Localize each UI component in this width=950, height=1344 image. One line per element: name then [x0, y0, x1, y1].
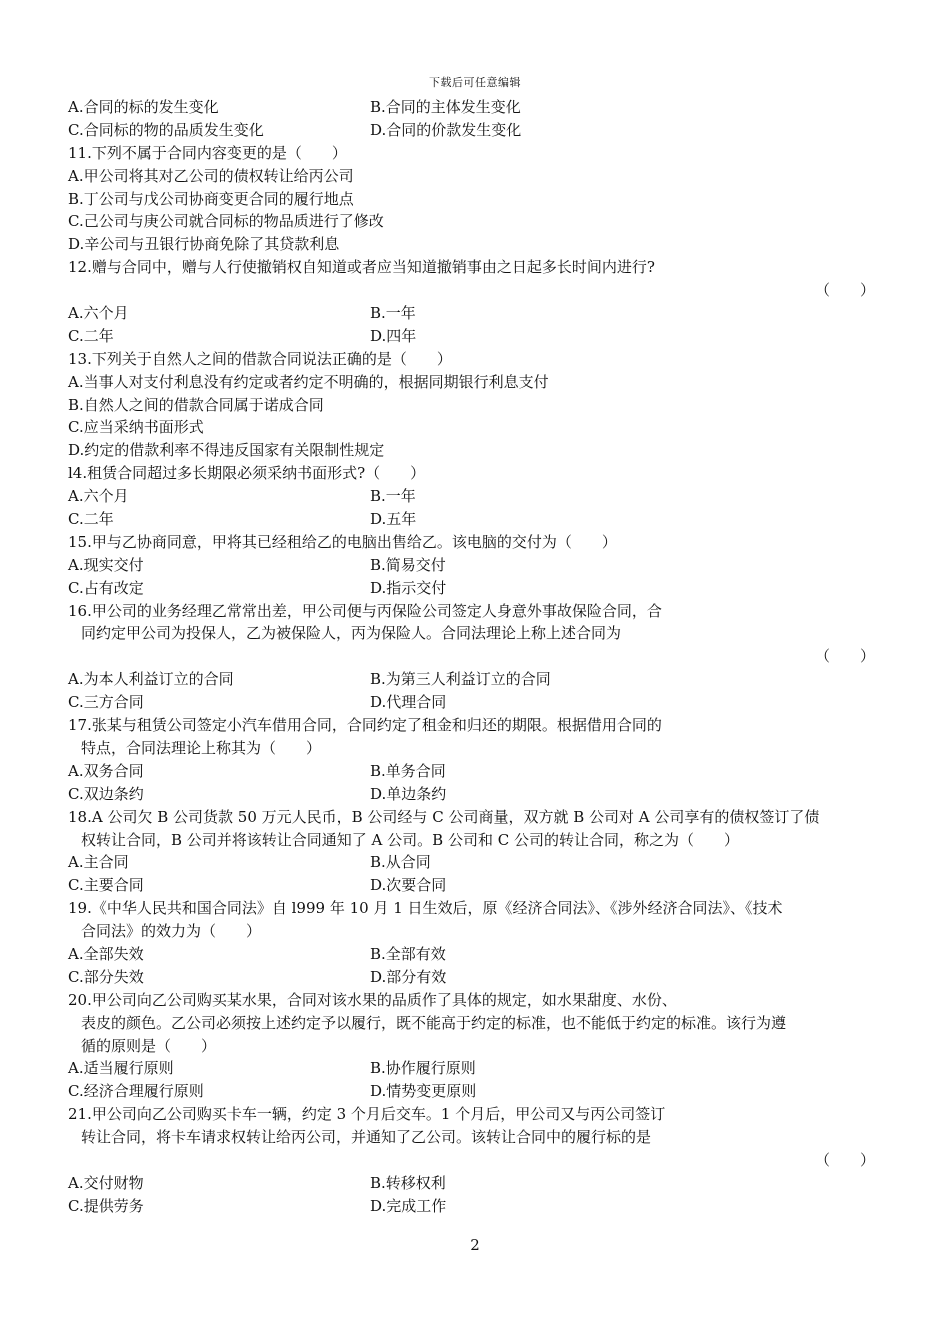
option-right: D.四年 [370, 326, 417, 345]
text-line: l4.租赁合同超过多长期限必须采纳书面形式?（ ） [68, 464, 426, 483]
answer-options-row [68, 577, 883, 600]
answer-options-row [68, 966, 883, 989]
option-right: D.次要合同 [370, 876, 447, 895]
option-left: C.双边条约 [68, 784, 144, 803]
answer-options-row [68, 1057, 883, 1080]
option-left: A.六个月 [68, 487, 129, 506]
text-line: 同约定甲公司为投保人，乙为被保险人，丙为保险人。合同法理论上称上述合同为 [81, 624, 622, 643]
option-right: D.指示交付 [370, 578, 447, 597]
text-line: 20.甲公司向乙公司购买某水果，合同对该水果的品质作了具体的规定，如水果甜度、水份、 [68, 990, 677, 1009]
option-right: D.五年 [370, 510, 417, 529]
option-left: C.主要合同 [68, 876, 144, 895]
answer-options-row [68, 1172, 883, 1195]
option-left: A.双务合同 [68, 761, 144, 780]
document-body [68, 96, 883, 1218]
option-right: B.全部有效 [370, 944, 446, 963]
answer-parentheses: （ ） [814, 1150, 875, 1169]
option-left: A.六个月 [68, 304, 129, 323]
answer-options-row [68, 554, 883, 577]
option-right: D.合同的价款发生变化 [370, 120, 522, 139]
option-right: D.情势变更原则 [370, 1082, 477, 1101]
text-line: 21.甲公司向乙公司购买卡车一辆，约定 3 个月后交车。1 个月后，甲公司又与丙公司签订 [68, 1105, 666, 1124]
option-left: A.合同的标的发生变化 [68, 98, 219, 116]
answer-options-row [68, 508, 883, 531]
option-right: B.一年 [370, 304, 416, 323]
text-line: 15.甲与乙协商同意，甲将其已经租给乙的电脑出售给乙。该电脑的交付为（ ） [68, 532, 617, 551]
answer-options-row [68, 302, 883, 325]
option-left: A.主合同 [68, 853, 129, 872]
answer-options-row [68, 1195, 883, 1218]
text-line: 权转让合同，B 公司并将该转让合同通知了 A 公司。B 公司和 C 公司的转让合同，称之为（ ） [81, 830, 739, 849]
text-line: B.丁公司与戊公司协商变更合同的履行地点 [68, 189, 354, 208]
option-left: C.经济合理履行原则 [68, 1082, 204, 1101]
text-line: 特点，合同法理论上称其为（ ） [81, 738, 322, 757]
answer-options-row [68, 325, 883, 348]
option-left: A.现实交付 [68, 555, 144, 574]
option-right: B.协作履行原则 [370, 1059, 476, 1078]
option-left: A.交付财物 [68, 1173, 144, 1192]
text-line: 合同法》的效力为（ ） [81, 922, 262, 941]
answer-parentheses: （ ） [814, 281, 875, 300]
answer-options-row [68, 783, 883, 806]
option-right: B.转移权利 [370, 1173, 446, 1192]
page-number: 2 [470, 1236, 480, 1254]
text-line: 表皮的颜色。乙公司必须按上述约定予以履行，既不能高于约定的标准，也不能低于约定的标准。该行为遵 [81, 1013, 787, 1032]
answer-options-row [68, 1080, 883, 1103]
text-line: 转让合同，将卡车请求权转让给丙公司，并通知了乙公司。该转让合同中的履行标的是 [81, 1128, 652, 1147]
option-right: B.从合同 [370, 853, 431, 872]
text-line: D.约定的借款利率不得违反国家有关限制性规定 [68, 441, 385, 460]
option-left: C.提供劳务 [68, 1196, 144, 1215]
option-left: C.二年 [68, 326, 114, 345]
option-left: C.合同标的物的品质发生变化 [68, 120, 264, 139]
option-left: C.部分失效 [68, 967, 144, 986]
answer-options-row [68, 851, 883, 874]
text-line: A.甲公司将其对乙公司的债权转让给丙公司 [68, 166, 354, 185]
answer-options-row [68, 874, 883, 897]
text-line: 18.A 公司欠 B 公司货款 50 万元人民币，B 公司经与 C 公司商量，双方就 B 公司对 A 公司享有的债权签订了债 [68, 807, 820, 826]
option-right: B.一年 [370, 487, 416, 506]
option-left: C.占有改定 [68, 578, 144, 597]
option-right: B.简易交付 [370, 555, 446, 574]
answer-options-row [68, 119, 883, 142]
option-left: C.二年 [68, 510, 114, 529]
option-left: C.三方合同 [68, 693, 144, 712]
text-line: 16.甲公司的业务经理乙常常出差，甲公司便与丙保险公司签定人身意外事故保险合同，合 [68, 601, 662, 620]
text-line: C.应当采纳书面形式 [68, 418, 204, 437]
option-right: B.合同的主体发生变化 [370, 98, 521, 116]
answer-options-row [68, 760, 883, 783]
text-line: A.当事人对支付利息没有约定或者约定不明确的，根据同期银行利息支付 [68, 372, 549, 391]
option-left: A.全部失效 [68, 944, 144, 963]
option-left: A.为本人利益订立的合同 [68, 670, 234, 689]
text-line: 17.张某与租赁公司签定小汽车借用合同，合同约定了租金和归还的期限。根据借用合同的 [68, 716, 662, 735]
text-line: B.自然人之间的借款合同属于诺成合同 [68, 395, 324, 414]
answer-parentheses: （ ） [814, 647, 875, 666]
text-line: 11.下列不属于合同内容变更的是（ ） [68, 143, 347, 162]
text-line: 12.赠与合同中，赠与人行使撤销权自知道或者应当知道撤销事由之日起多长时间内进行? [68, 258, 655, 277]
option-right: B.为第三人利益订立的合同 [370, 670, 551, 689]
option-right: D.单边条约 [370, 784, 447, 803]
text-line: D.辛公司与丑银行协商免除了其贷款利息 [68, 235, 340, 254]
text-line: C.己公司与庚公司就合同标的物品质进行了修改 [68, 212, 384, 231]
answer-options-row [68, 96, 883, 119]
option-left: A.适当履行原则 [68, 1059, 174, 1078]
page-header: 下载后可任意编辑 [429, 76, 521, 89]
option-right: D.部分有效 [370, 967, 447, 986]
option-right: D.代理合同 [370, 693, 447, 712]
text-line: 13.下列关于自然人之间的借款合同说法正确的是（ ） [68, 349, 452, 368]
text-line: 循的原则是（ ） [81, 1036, 217, 1055]
option-right: B.单务合同 [370, 761, 446, 780]
answer-options-row [68, 485, 883, 508]
text-line: 19.《中华人民共和国合同法》自 l999 年 10 月 1 日生效后，原《经济合同法》、《涉外经济合同法》、《技术 [68, 899, 783, 918]
answer-options-row [68, 943, 883, 966]
answer-options-row [68, 691, 883, 714]
answer-options-row [68, 668, 883, 691]
option-right: D.完成工作 [370, 1196, 447, 1215]
